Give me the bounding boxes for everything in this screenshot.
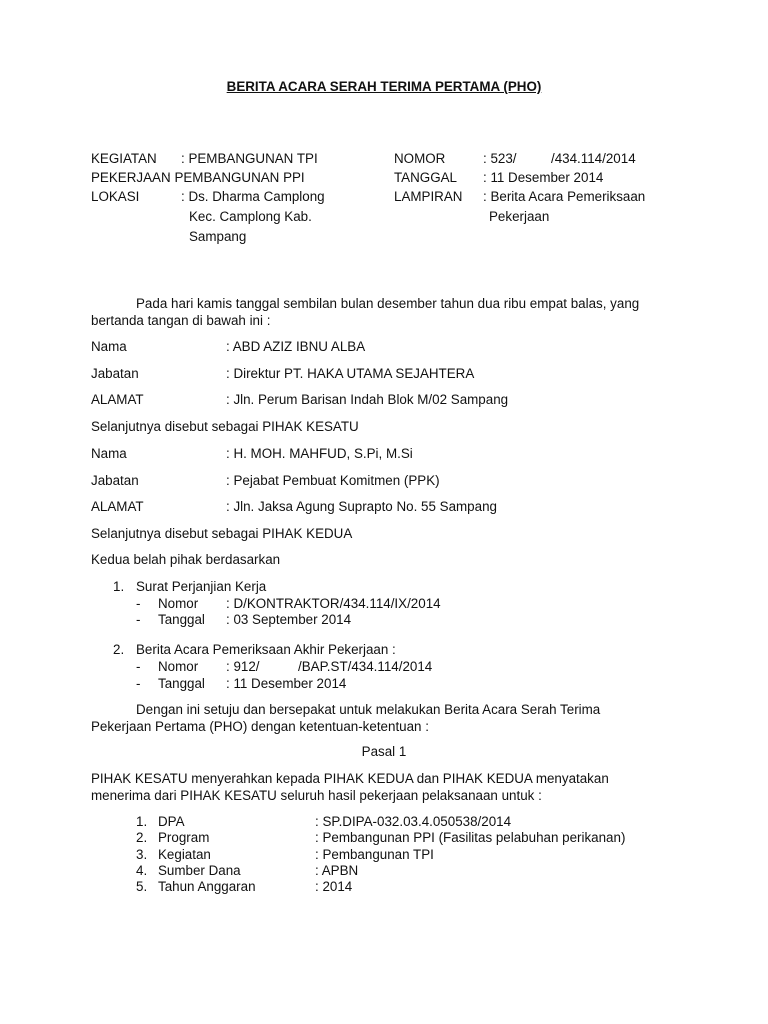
lokasi-value-line-2: Kec. Camplong Kab. (189, 209, 312, 224)
pasal-line-1: PIHAK KESATU menyerahkan kepada PIHAK KEDUA dan PIHAK KEDUA menyatakan (91, 771, 609, 786)
item-label: Sumber Dana (158, 863, 241, 878)
dasar-2-nomor-value-prefix: : 912/ (226, 659, 260, 674)
lokasi-value-line-1: : Ds. Dharma Camplong (181, 189, 325, 204)
item-value: : Pembangunan PPI (Fasilitas pelabuhan perikanan) (315, 830, 626, 845)
pihak-kesatu-nama-label: Nama (91, 339, 127, 354)
kegiatan-value: : PEMBANGUNAN TPI (181, 151, 318, 166)
dasar-2-tanggal-value: : 11 Desember 2014 (226, 676, 347, 691)
pihak-kedua-nama-value: : H. MOH. MAHFUD, S.Pi, M.Si (226, 446, 413, 461)
item-value: : APBN (315, 863, 359, 878)
tanggal-value: : 11 Desember 2014 (483, 170, 604, 185)
item-number: 5. (136, 879, 148, 894)
pihak-kesatu-nama-value: : ABD AZIZ IBNU ALBA (226, 339, 366, 354)
dasar-2-nomor-value-suffix: /BAP.ST/434.114/2014 (298, 659, 433, 674)
nomor-label: NOMOR (394, 151, 446, 166)
berdasarkan-line: Kedua belah pihak berdasarkan (91, 552, 281, 567)
dasar-1-tanggal-label: Tanggal (158, 612, 205, 627)
pihak-kesatu-alamat-value: : Jln. Perum Barisan Indah Blok M/02 Sampang (226, 392, 509, 407)
pasal-line-2: menerima dari PIHAK KESATU seluruh hasil pekerjaan pelaksanaan untuk : (91, 788, 542, 803)
nomor-value-suffix: /434.114/2014 (551, 151, 636, 166)
pasal-heading: Pasal 1 (361, 744, 407, 759)
pihak-kedua-alamat-value: : Jln. Jaksa Agung Suprapto No. 55 Sampang (226, 499, 497, 514)
dasar-1-number: 1. (113, 579, 125, 594)
document-title: BERITA ACARA SERAH TERIMA PERTAMA (PHO) (226, 79, 542, 94)
dasar-2-tanggal-label: Tanggal (158, 676, 205, 691)
intro-line-1: Pada hari kamis tanggal sembilan bulan desember tahun dua ribu empat balas, yang (136, 296, 640, 311)
lokasi-value-line-3: Sampang (189, 229, 247, 244)
tanggal-label: TANGGAL (394, 170, 457, 185)
pihak-kedua-jabatan-value: : Pejabat Pembuat Komitmen (PPK) (226, 473, 440, 488)
dasar-2-nomor-label: Nomor (158, 659, 199, 674)
lampiran-value-line-2: Pekerjaan (489, 209, 550, 224)
dasar-2-nomor-dash: - (136, 659, 141, 674)
pihak-kedua-nama-label: Nama (91, 446, 127, 461)
pihak-kesatu-alamat-label: ALAMAT (91, 392, 144, 407)
pihak-kesatu-jabatan-label: Jabatan (91, 366, 139, 381)
kegiatan-label: KEGIATAN (91, 151, 157, 166)
item-number: 4. (136, 863, 148, 878)
nomor-value-prefix: : 523/ (483, 151, 517, 166)
item-label: DPA (158, 814, 185, 829)
dasar-2-title: Berita Acara Pemeriksaan Akhir Pekerjaan : (136, 642, 396, 657)
pihak-kesatu-disebut: Selanjutnya disebut sebagai PIHAK KESATU (91, 419, 359, 434)
dasar-2-tanggal-dash: - (136, 676, 141, 691)
dasar-1-title: Surat Perjanjian Kerja (136, 579, 267, 594)
item-number: 1. (136, 814, 148, 829)
item-number: 3. (136, 847, 148, 862)
dasar-2-number: 2. (113, 642, 125, 657)
pihak-kedua-alamat-label: ALAMAT (91, 499, 144, 514)
lokasi-label: LOKASI (91, 189, 140, 204)
lampiran-value-line-1: : Berita Acara Pemeriksaan (483, 189, 646, 204)
pekerjaan-label: PEKERJAAN (91, 170, 171, 185)
lampiran-label: LAMPIRAN (394, 189, 463, 204)
item-label: Kegiatan (158, 847, 211, 862)
setuju-line-1: Dengan ini setuju dan bersepakat untuk melakukan Berita Acara Serah Terima (136, 702, 601, 717)
pihak-kesatu-jabatan-value: : Direktur PT. HAKA UTAMA SEJAHTERA (226, 366, 475, 381)
item-value: : 2014 (315, 879, 353, 894)
setuju-line-2: Pekerjaan Pertama (PHO) dengan ketentuan-ketentuan : (91, 719, 429, 734)
item-label: Program (158, 830, 210, 845)
pihak-kedua-jabatan-label: Jabatan (91, 473, 139, 488)
dasar-1-nomor-dash: - (136, 596, 141, 611)
pihak-kedua-disebut: Selanjutnya disebut sebagai PIHAK KEDUA (91, 526, 353, 541)
item-number: 2. (136, 830, 148, 845)
dasar-1-nomor-label: Nomor (158, 596, 199, 611)
item-value: : Pembangunan TPI (315, 847, 434, 862)
pekerjaan-value: : PEMBANGUNAN PPI (167, 170, 305, 185)
dasar-1-nomor-value: : D/KONTRAKTOR/434.114/IX/2014 (226, 596, 441, 611)
item-label: Tahun Anggaran (158, 879, 256, 894)
dasar-1-tanggal-value: : 03 September 2014 (226, 612, 352, 627)
dasar-1-tanggal-dash: - (136, 612, 141, 627)
item-value: : SP.DIPA-032.03.4.050538/2014 (315, 814, 512, 829)
intro-line-2: bertanda tangan di bawah ini : (91, 313, 271, 328)
